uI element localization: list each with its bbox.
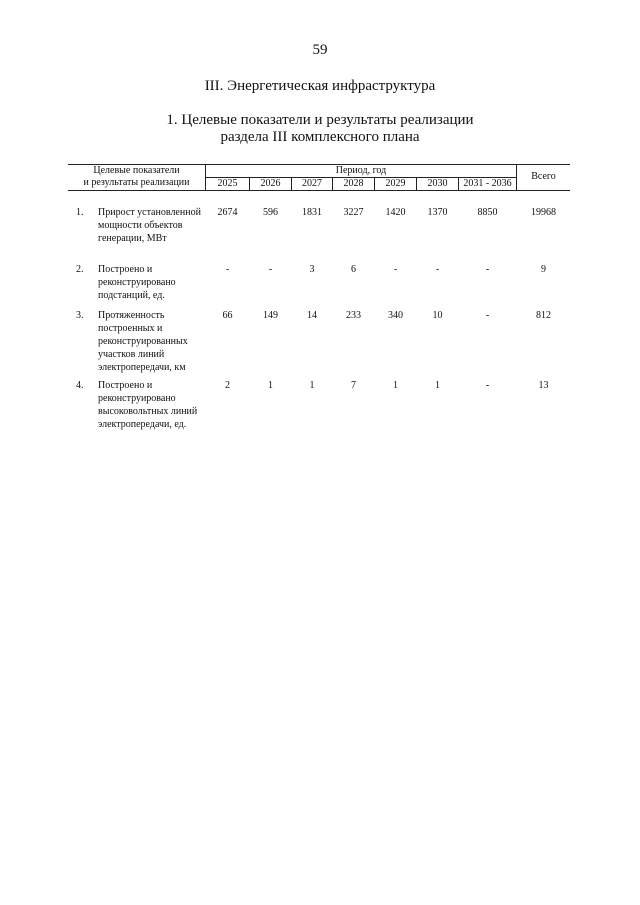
row-3-label: Протяженность построенных и реконструированных участков линий электропередачи, км (98, 310, 188, 373)
row-4-2029: 1 (393, 380, 398, 391)
row-2-2028: 6 (351, 264, 356, 275)
row-2-2029: - (393, 264, 398, 275)
row-4-label: Построено и реконструировано высоковольтных линий электропередачи, ед. (98, 380, 198, 430)
row-2-2027: 3 (309, 264, 315, 275)
row-3-2030: 10 (432, 310, 443, 321)
row-1-number: 1. (76, 207, 84, 218)
row-4-number: 4. (76, 380, 84, 391)
table-title (0, 112, 640, 146)
year-2030: 2030 (427, 178, 448, 189)
row-1-2028: 3227 (343, 207, 364, 218)
year-2027: 2027 (302, 178, 322, 189)
row-1-label: Прирост установленной мощности объектов генерации, МВт (98, 207, 201, 244)
row-1-2030: 1370 (427, 207, 448, 218)
row-2-2030: - (435, 264, 440, 275)
row-4-2026: 1 (268, 380, 273, 391)
row-3-2026: 149 (263, 310, 278, 321)
year-2031-2036: 2031 - 2036 (463, 178, 512, 189)
row-2-total: 9 (541, 264, 546, 275)
year-2025: 2025 (217, 178, 238, 189)
row-3-2031-2036: - (485, 310, 490, 321)
row-3-number: 3. (76, 310, 84, 321)
row-3-2028: 233 (346, 310, 361, 321)
row-4-2031-2036: - (485, 380, 490, 391)
row-1-2031-2036: 8850 (477, 207, 498, 218)
header-left-line2: и результаты реализации (83, 177, 190, 188)
row-2-2031-2036: - (485, 264, 490, 275)
row-4-total: 13 (538, 380, 549, 391)
row-1-2025: 2674 (217, 207, 238, 218)
year-2026: 2026 (260, 178, 281, 189)
row-2-number: 2. (76, 264, 84, 275)
header-left (68, 165, 205, 189)
row-1-2026: 596 (263, 207, 278, 218)
section-title: III. Энергетическая инфраструктура (204, 78, 436, 94)
row-1-2029: 1420 (385, 207, 406, 218)
row-4-2025: 2 (225, 380, 230, 391)
page-number: 59 (312, 42, 328, 58)
row-2-label: Построено и реконструировано подстанций, ед. (98, 264, 176, 301)
row-3-2025: 66 (222, 310, 233, 321)
year-2029: 2029 (385, 178, 406, 189)
row-4-2027: 1 (309, 380, 315, 391)
row-2-2026: - (268, 264, 273, 275)
row-3-2027: 14 (307, 310, 317, 321)
row-4-2030: 1 (435, 380, 440, 391)
header-left-line1: Целевые показатели (93, 165, 180, 176)
row-3-2029: 340 (388, 310, 403, 321)
row-4-2028: 7 (351, 380, 356, 391)
row-1-2027: 1831 (302, 207, 322, 218)
row-2-2025: - (225, 264, 230, 275)
table-title-line1: 1. Целевые показатели и результаты реализации (166, 112, 474, 128)
header-total: Всего (531, 171, 556, 182)
row-1-total: 19968 (531, 207, 556, 218)
header-period: Период, год (335, 165, 387, 176)
row-3-total: 812 (536, 310, 551, 321)
year-2028: 2028 (343, 178, 364, 189)
table-title-line2: раздела III комплексного плана (220, 129, 420, 145)
table-header-bottom-rule (68, 190, 570, 191)
